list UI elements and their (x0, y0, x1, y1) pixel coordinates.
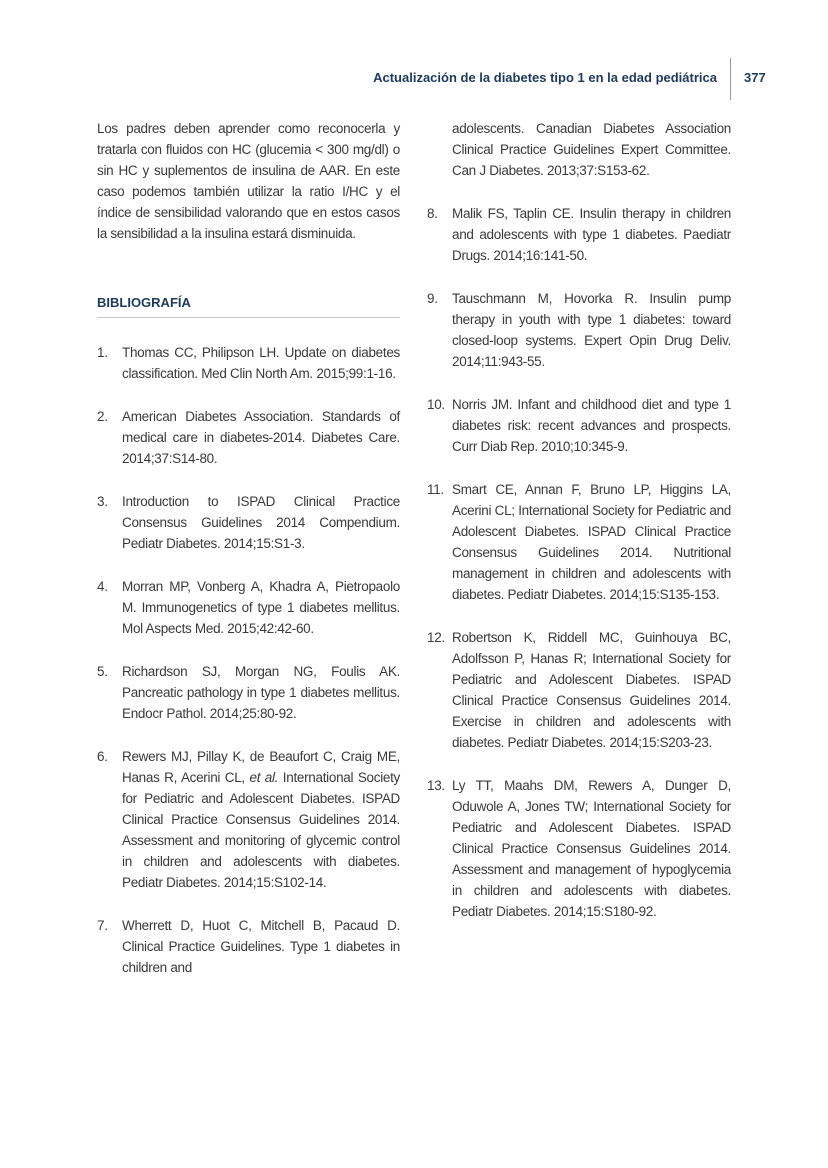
reference-text (122, 746, 400, 893)
reference-number: 2. (97, 409, 108, 424)
reference-text: Ly TT, Maahs DM, Rewers A, Dunger D, Oduwole A, Jones TW; International Society for Pediatric and Adolescent Diabetes. ISPAD Clinical Practice Consensus Guidelines 2014. Assessment and management of hypoglycemia in children and adolescents with diabetes. Pediatr Diabetes. 2014;15:S180-92. (452, 778, 731, 919)
reference-number: 13. (427, 778, 445, 793)
reference-number: 5. (97, 664, 108, 679)
reference-item (97, 915, 400, 978)
reference-7-continuation-text: adolescents. Canadian Diabetes Association Clinical Practice Guidelines Expert Committee. Can J Diabetes. 2013;37:S153-62. (452, 121, 731, 178)
reference-text: Tauschmann M, Hovorka R. Insulin pump therapy in youth with type 1 diabetes: toward closed-loop systems. Expert Opin Drug Deliv. 2014;11:943-55. (452, 291, 731, 369)
reference-item (427, 775, 731, 922)
reference-text: Norris JM. Infant and childhood diet and type 1 diabetes risk: recent advances and prospects. Curr Diab Rep. 2010;10:345-9. (452, 397, 731, 454)
running-header-title: Actualización de la diabetes tipo 1 en la edad pediátrica (373, 70, 717, 85)
bibliography-heading: BIBLIOGRAFÍA (97, 292, 400, 318)
reference-item (97, 746, 400, 893)
reference-text: Thomas CC, Philipson LH. Update on diabetes classification. Med Clin North Am. 2015;99:1-16. (122, 345, 400, 381)
reference-text-end: International Society for Pediatric and Adolescent Diabetes. ISPAD Clinical Practice Consensus Guidelines 2014. Assessment and monitoring of glycemic control in children and adolescents with diabetes. Pediatr Diabetes. 2014;15:S102-14. (122, 770, 400, 890)
reference-text-start: Rewers MJ, Pillay K, de Beaufort C, Craig ME, Hanas R, Acerini CL, (122, 749, 400, 785)
reference-item (97, 406, 400, 469)
reference-text: Wherrett D, Huot C, Mitchell B, Pacaud D. Clinical Practice Guidelines. Type 1 diabetes in children and (122, 918, 400, 975)
et-al-italic: et al. (249, 770, 279, 785)
reference-text: American Diabetes Association. Standards of medical care in diabetes-2014. Diabetes Care. 2014;37:S14-80. (122, 409, 400, 466)
reference-text: Malik FS, Taplin CE. Insulin therapy in children and adolescents with type 1 diabetes. Paediatr Drugs. 2014;16:141-50. (452, 206, 731, 263)
left-column (97, 118, 400, 1000)
reference-item (97, 491, 400, 554)
reference-number: 12. (427, 630, 445, 645)
reference-number: 8. (427, 206, 438, 221)
reference-number: 3. (97, 494, 108, 509)
page-number: 377 (744, 70, 766, 85)
reference-number: 4. (97, 579, 108, 594)
reference-item (427, 288, 731, 372)
header-divider (730, 58, 731, 100)
reference-text: Robertson K, Riddell MC, Guinhouya BC, Adolfsson P, Hanas R; International Society for Pediatric and Adolescent Diabetes. ISPAD Clinical Practice Consensus Guidelines 2014. Exercise in children and adolescents with diabetes. Pediatr Diabetes. 2014;15:S203-23. (452, 630, 731, 750)
reference-item (97, 342, 400, 384)
reference-text: Introduction to ISPAD Clinical Practice Consensus Guidelines 2014 Compendium. Pediatr Diabetes. 2014;15:S1-3. (122, 494, 400, 551)
reference-number: 6. (97, 749, 108, 764)
reference-number: 11. (427, 482, 444, 497)
reference-number: 10. (427, 397, 445, 412)
reference-item (427, 479, 731, 605)
reference-number: 1. (97, 345, 108, 360)
reference-item (427, 394, 731, 457)
right-column (427, 118, 731, 944)
reference-text: Morran MP, Vonberg A, Khadra A, Pietropaolo M. Immunogenetics of type 1 diabetes mellitus. Mol Aspects Med. 2015;42:42-60. (122, 579, 400, 636)
reference-item (427, 627, 731, 753)
references-list-left (97, 342, 400, 978)
reference-text: Smart CE, Annan F, Bruno LP, Higgins LA, Acerini CL; International Society for Pediatric and Adolescent Diabetes. ISPAD Clinical Practice Consensus Guidelines 2014. Nutritional management in children and adolescents with diabetes. Pediatr Diabetes. 2014;15:S135-153. (452, 482, 731, 602)
reference-item (97, 661, 400, 724)
reference-number: 9. (427, 291, 438, 306)
references-list-right (427, 203, 731, 922)
intro-paragraph: Los padres deben aprender como reconocerla y tratarla con fluidos con HC (glucemia < 300 mg/dl) o sin HC y suplementos de insulina de AAR. En este caso podemos también utilizar la ratio I/HC y el índice de sensibilidad valorando que en estos casos la sensibilidad a la insulina estará disminuida. (97, 121, 400, 241)
reference-item (97, 576, 400, 639)
reference-text: Richardson SJ, Morgan NG, Foulis AK. Pancreatic pathology in type 1 diabetes mellitus. Endocr Pathol. 2014;25:80-92. (122, 664, 400, 721)
reference-item (427, 203, 731, 266)
reference-number: 7. (97, 918, 108, 933)
reference-continuation (427, 118, 731, 181)
